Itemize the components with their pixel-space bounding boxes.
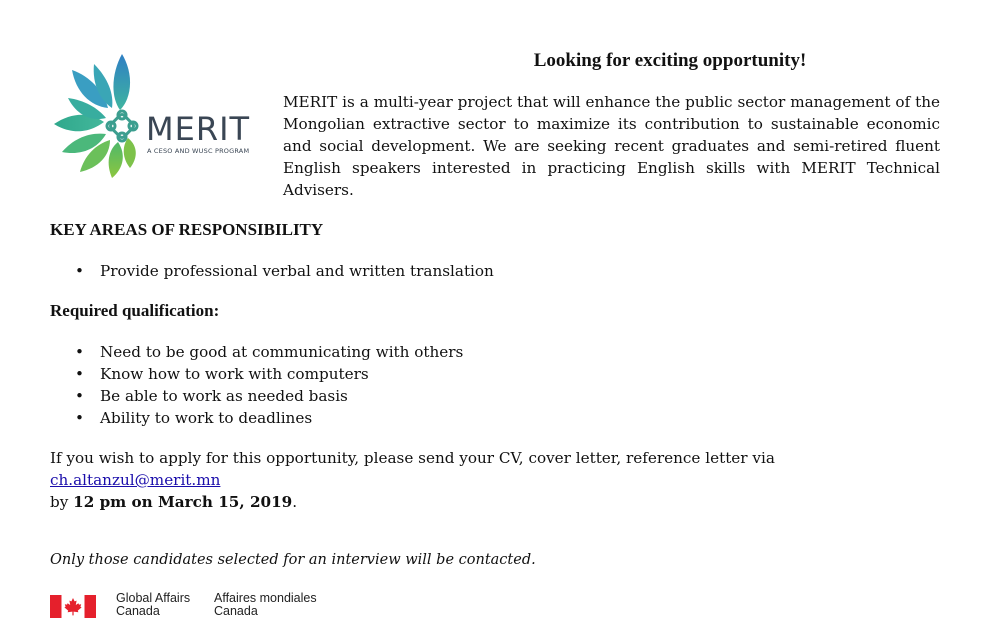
merit-logo — [50, 48, 270, 180]
gac-french-line1: Affaires mondiales — [214, 591, 317, 605]
responsibilities-list — [50, 260, 494, 282]
gac-english — [116, 592, 190, 618]
global-affairs-canada-signature — [50, 592, 350, 622]
qualifications-list — [50, 341, 463, 429]
merit-flower-logo-icon — [50, 48, 145, 180]
email-link[interactable]: ch.altanzul@merit.mn — [50, 471, 221, 489]
list-item: • Ability to work to deadlines — [50, 407, 463, 429]
gac-english-line2: Canada — [116, 604, 160, 618]
gac-french-line2: Canada — [214, 604, 258, 618]
canada-flag-icon — [50, 595, 96, 618]
apply-paragraph — [50, 447, 940, 513]
logo-tagline: A CESO AND WUSC PROGRAM — [147, 147, 250, 155]
gac-english-line1: Global Affairs — [116, 591, 191, 605]
contact-note: Only those candidates selected for an interview will be contacted. — [50, 552, 536, 568]
page-title: Looking for exciting opportunity! — [533, 50, 807, 71]
logo-wordmark: MERIT — [146, 110, 251, 148]
list-item: • Know how to work with computers — [50, 363, 463, 385]
apply-end: . — [292, 493, 298, 511]
list-item: • Need to be good at communicating with others — [50, 341, 463, 363]
apply-text: If you wish to apply for this opportunity, please send your CV, cover letter, reference letter via — [50, 449, 775, 467]
list-item: • Provide professional verbal and written translation — [50, 260, 494, 282]
qualifications-title: Required qualification: — [50, 301, 220, 320]
responsibilities-title: KEY AREAS OF RESPONSIBILITY — [50, 220, 324, 239]
intro-paragraph: MERIT is a multi-year project that will enhance the public sector management of the Mongolian extractive sector to maximize its contribution to sustainable economic and social development. We are seeking recent graduates and semi-retired fluent English speakers interested in practicing English skills with MERIT Technical Advisers. — [283, 93, 940, 199]
gac-french — [214, 592, 317, 618]
list-item: • Be able to work as needed basis — [50, 385, 463, 407]
deadline-text: 12 pm on March 15, 2019 — [73, 493, 293, 511]
apply-by: by — [50, 493, 74, 511]
